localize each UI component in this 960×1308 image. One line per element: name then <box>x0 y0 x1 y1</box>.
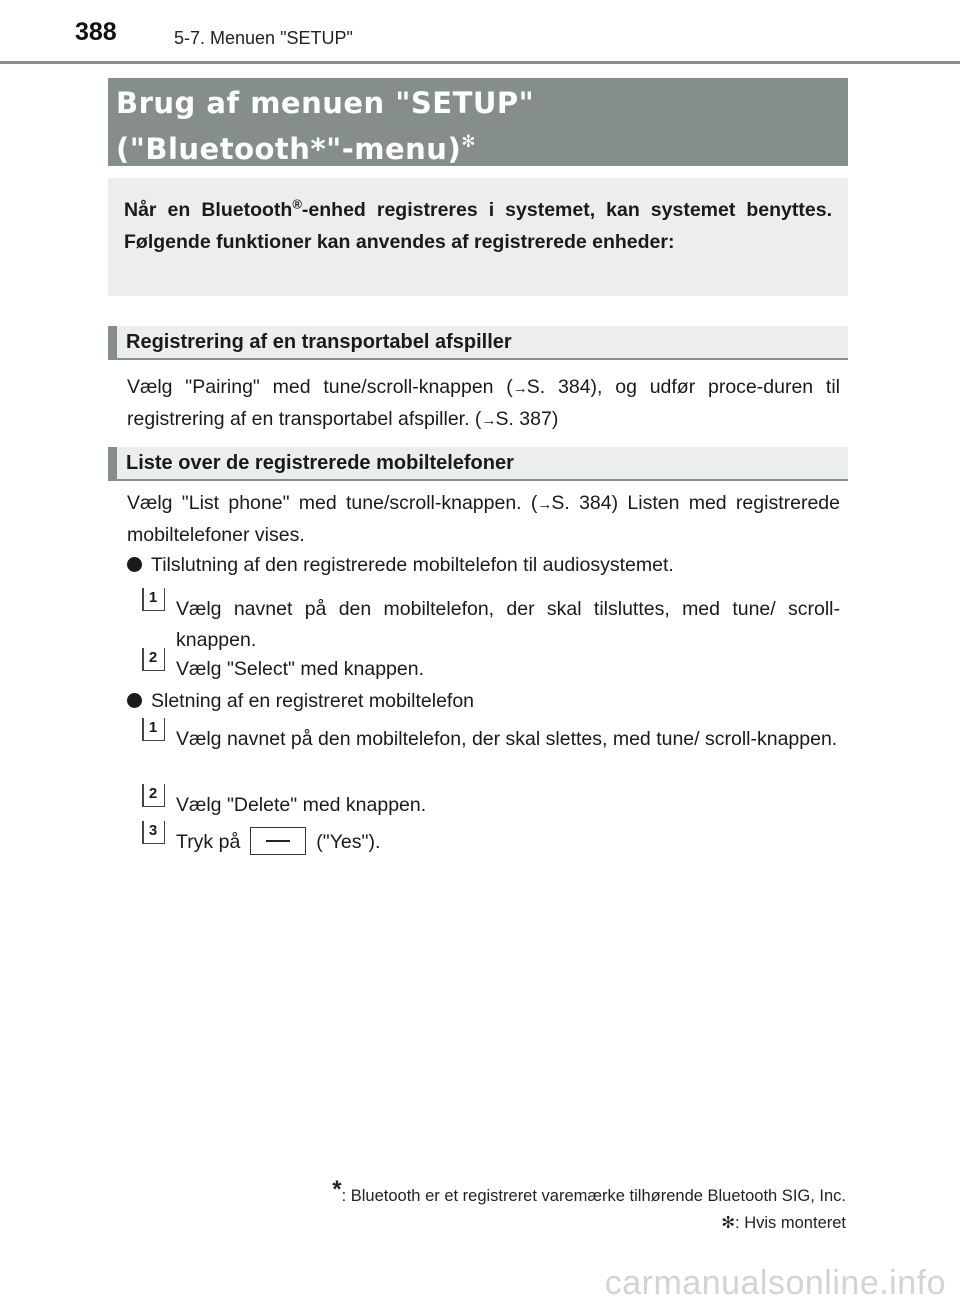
step-number: 2 <box>142 784 165 807</box>
list-item <box>127 686 840 717</box>
bullet-icon <box>127 693 142 708</box>
title-text-b: "-menu) <box>326 132 462 166</box>
page-header <box>0 0 960 64</box>
para2-text-a: Vælg "List phone" med tune/scroll-knappen. ( <box>127 492 538 514</box>
step-number: 3 <box>142 821 165 844</box>
step-text-b: ("Yes"). <box>316 831 381 853</box>
step-text: Vælg navnet på den mobiltelefon, der skal slettes, med tune/ scroll-knappen. <box>176 728 838 750</box>
bullet-text: Tilslutning af den registrerede mobiltelefon til audiosystemet. <box>151 554 674 576</box>
para1-text-c: ) <box>551 408 559 430</box>
page-number: 388 <box>75 18 117 46</box>
bullet-text: Sletning af en registreret mobiltelefon <box>151 690 475 712</box>
page-reference-link[interactable]: S. 387 <box>495 408 552 430</box>
chapter-title: 5-7. Menuen "SETUP" <box>174 28 353 48</box>
intro-text <box>124 194 832 258</box>
page-reference-link[interactable]: S. 384 <box>526 376 591 398</box>
intro-text-a: Når en Bluetooth <box>124 199 293 221</box>
portable-player-paragraph <box>127 372 840 436</box>
optional-mark-icon: ✻ <box>461 132 476 152</box>
footnote-text: : Bluetooth er et registreret varemærke tilhørende Bluetooth SIG, Inc. <box>341 1187 846 1205</box>
page-reference-link[interactable]: S. 384 <box>551 492 612 514</box>
yes-button-icon <box>250 827 306 855</box>
para2-text-b: ) Listen med registrerede mobiltelefoner vises. <box>127 492 840 546</box>
step-number: 1 <box>142 718 165 741</box>
footnote-text: : Hvis monteret <box>735 1214 846 1232</box>
step-text-a: Tryk på <box>176 831 241 853</box>
bullet-icon <box>127 557 142 572</box>
step-item <box>142 649 840 685</box>
intro-box <box>108 178 848 296</box>
step-item <box>142 589 840 656</box>
step-number: 1 <box>142 588 165 611</box>
asterisk-mark: * <box>332 1176 342 1203</box>
section-heading-phone-list: Liste over de registrerede mobiltelefoner <box>108 447 848 481</box>
step-text: Vælg navnet på den mobiltelefon, der skal tilsluttes, med tune/ scroll-knappen. <box>176 598 840 651</box>
registered-mark: ® <box>292 196 302 212</box>
reference-arrow-icon: → <box>512 380 527 397</box>
step-item <box>142 822 840 858</box>
watermark: carmanualsonline.info <box>604 1264 946 1302</box>
reference-arrow-icon: → <box>481 412 496 429</box>
para1-text-a: Vælg "Pairing" med tune/scroll-knappen ( <box>127 376 513 398</box>
list-item <box>127 550 840 581</box>
section-title-box <box>108 78 848 166</box>
phone-list-paragraph <box>127 488 840 551</box>
step-item <box>142 719 840 755</box>
step-text <box>176 827 840 858</box>
step-number: 2 <box>142 648 165 671</box>
step-text: Vælg "Delete" med knappen. <box>176 794 427 816</box>
title-asterisk: * <box>310 132 327 166</box>
footnote-trademark <box>332 1176 846 1206</box>
reference-arrow-icon: → <box>537 496 552 513</box>
title-text-a: ("Bluetooth <box>116 132 311 166</box>
title-line-2 <box>116 123 848 169</box>
footnote-optional <box>721 1213 846 1233</box>
section-heading-portable-player: Registrering af en transportabel afspiller <box>108 326 848 360</box>
step-item <box>142 785 840 821</box>
intro-text-b: -enhed registreres i systemet, kan systemet benyttes. Følgende funktioner kan anvendes af registrerede enheder: <box>124 199 832 253</box>
title-line-1: Brug af menuen "SETUP" <box>116 86 535 120</box>
optional-mark-icon: ✻ <box>721 1214 736 1232</box>
para1-text-b: ), og udfør proce-duren til registrering af en transportabel afspiller. ( <box>127 376 840 430</box>
step-text: Vælg "Select" med knappen. <box>176 658 424 680</box>
header-divider <box>0 61 960 64</box>
